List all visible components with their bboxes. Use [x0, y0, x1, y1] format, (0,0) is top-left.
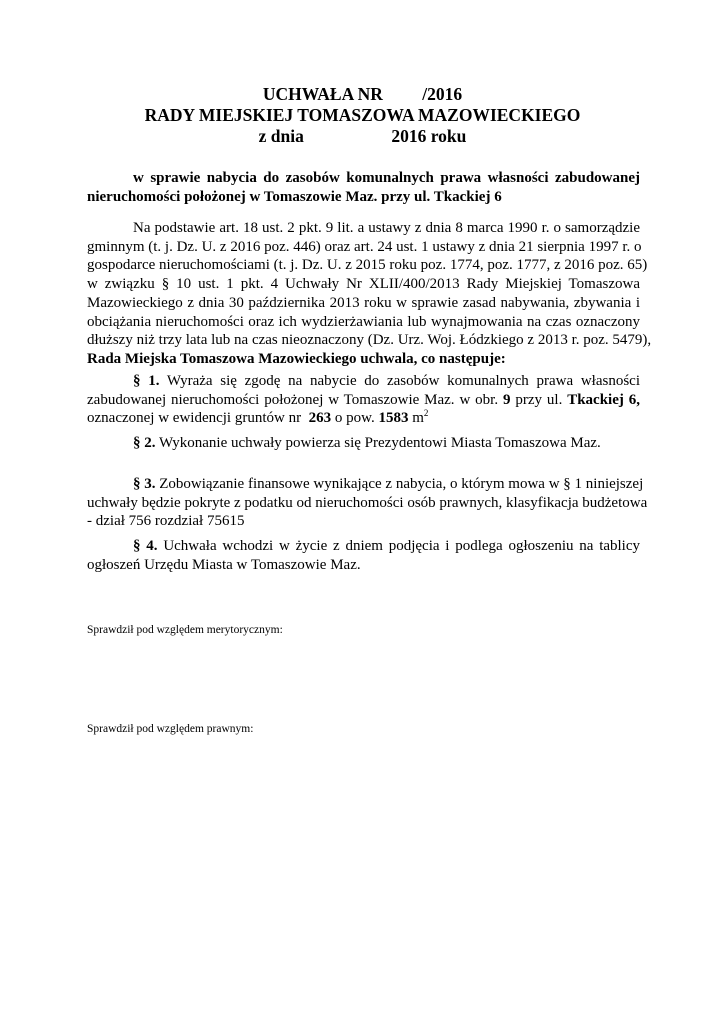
- section-3-text: Zobowiązanie finansowe wynikające z nabycia, o którym mowa w § 1 niniejszej: [159, 476, 644, 492]
- section-1-mark: § 1.: [133, 373, 160, 389]
- preamble-line: gminnym (t. j. Dz. U. z 2016 poz. 446) oraz art. 24 ust. 1 ustawy z dnia 21 sierpnia 1997 r. o: [87, 238, 642, 255]
- preamble-line: obciążania nieruchomości oraz ich wydzierżawiania lub wynajmowania na czas oznaczony: [87, 313, 640, 330]
- subject-line-2: nieruchomości położonej w Tomaszowie Maz. przy ul. Tkackiej 6: [87, 189, 502, 205]
- council-name: RADY MIEJSKIEJ TOMASZOWA MAZOWIECKIEGO: [144, 105, 581, 125]
- section-4: [87, 537, 640, 574]
- resolution-header: [0, 84, 725, 147]
- section-3: [87, 475, 648, 531]
- preamble-line: Na podstawie art. 18 ust. 2 pkt. 9 lit. a ustawy z dnia 8 marca 1990 r. o samorządzie: [133, 220, 640, 236]
- preamble-line: Mazowieckiego z dnia 30 października 2013 roku w sprawie zasad nabywania, zbywania i: [87, 294, 640, 311]
- section-2-mark: § 2.: [133, 435, 156, 451]
- section-3-mark: § 3.: [133, 476, 156, 492]
- parcel-area: 1583: [378, 410, 409, 427]
- preamble-paragraph: [87, 219, 652, 369]
- section-1-text: oznaczonej w ewidencji gruntów nr: [87, 410, 302, 427]
- section-2-line: [87, 434, 640, 453]
- resolution-number: UCHWAŁA NR /2016: [262, 84, 463, 104]
- section-1-line-2: [87, 391, 640, 410]
- preamble-line: w związku § 10 ust. 1 pkt. 4 Uchwały Nr XLII/400/2013 Rady Miejskiej Tomaszowa: [87, 276, 640, 293]
- resolution-subject: [87, 169, 640, 207]
- section-1-text: zabudowanej nieruchomości położonej w Tomaszowie Maz. w obr.: [87, 391, 499, 408]
- section-2: [87, 434, 640, 453]
- obreb-number: 9: [502, 391, 511, 408]
- section-1-line-1: [87, 372, 640, 391]
- street-address: Tkackiej 6,: [567, 391, 641, 408]
- section-1-text: o pow.: [334, 410, 375, 427]
- section-1-text: Wyraża się zgodę na nabycie do zasobów komunalnych prawa własności: [166, 373, 640, 389]
- subject-line-1: w sprawie nabycia do zasobów komunalnych prawa własności zabudowanej: [133, 170, 640, 186]
- section-3-line-3: - dział 756 rozdział 75615: [87, 513, 245, 530]
- section-3-line-1: [87, 475, 644, 494]
- section-4-text: Uchwała wchodzi w życie z dniem podjęcia i podlega ogłoszeniu na tablicy: [163, 538, 641, 554]
- legal-check-note: Sprawdził pod względem prawnym:: [87, 723, 254, 735]
- section-2-text: Wykonanie uchwały powierza się Prezydentowi Miasta Tomaszowa Maz.: [158, 435, 601, 451]
- parcel-number: 263: [308, 410, 332, 427]
- section-1-line-3: [87, 409, 640, 428]
- preamble-line: gospodarce nieruchomościami (t. j. Dz. U. z 2015 roku poz. 1774, poz. 1777, z 2016 poz. 65): [87, 257, 648, 274]
- merit-check-note: Sprawdził pod względem merytorycznym:: [87, 624, 283, 636]
- section-1-text: przy ul.: [515, 391, 563, 408]
- area-unit-exponent: 2: [423, 408, 429, 419]
- section-3-line-2: uchwały będzie pokryte z podatku od nieruchomości osób prawnych, klasyfikacja budżetowa: [87, 494, 648, 511]
- area-unit: m: [412, 410, 424, 427]
- preamble-closing: Rada Miejska Tomaszowa Mazowieckiego uchwala, co następuje:: [87, 350, 506, 367]
- section-4-mark: § 4.: [133, 538, 158, 554]
- section-4-line-2: ogłoszeń Urzędu Miasta w Tomaszowie Maz.: [87, 556, 361, 573]
- resolution-date: z dnia 2016 roku: [258, 126, 467, 146]
- section-4-line-1: [87, 537, 640, 556]
- preamble-line: dłuższy niż trzy lata lub na czas nieoznaczony (Dz. Urz. Woj. Łódzkiego z 2013 r. poz. 5479),: [87, 332, 652, 349]
- section-1: [87, 372, 640, 428]
